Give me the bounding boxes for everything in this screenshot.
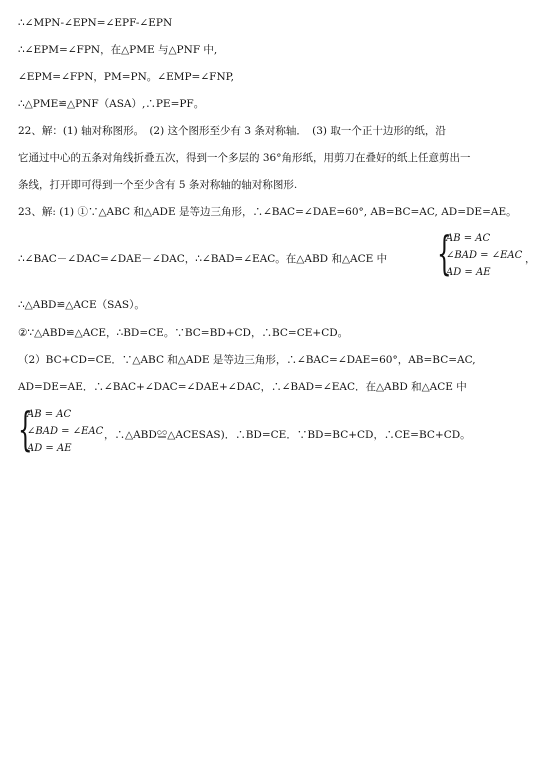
- system-1-comma: ，: [525, 253, 536, 265]
- text-line-5: 22、解：(1) 轴对称图形。 (2) 这个图形至少有 3 条对称轴． (3) 取一个正十边形的纸，沿: [18, 125, 446, 137]
- text-line-10: ∴△ABD≌△ACE（SAS）。: [18, 299, 145, 311]
- system-1-eq-3: AD = AE: [446, 267, 491, 278]
- text-line-13: AD=DE=AE．∴∠BAC+∠DAC=∠DAE+∠DAC，∴∠BAD=∠EAC．在△ABD 和△ACE 中: [18, 381, 467, 393]
- text-line-4: ∴△PME≌△PNF（ASA）,∴PE=PF。: [18, 98, 205, 110]
- equation-system-2: [18, 402, 118, 460]
- text-line-7: 条线，打开即可得到一个至少含有 5 条对称轴的轴对称图形.: [18, 179, 298, 191]
- system-1-eq-2: ∠BAD = ∠EAC: [446, 250, 523, 261]
- text-line-6: 它通过中心的五条对角线折叠五次，得到一个多层的 36°角形纸，用剪刀在叠好的纸上任意剪出一: [18, 152, 471, 164]
- equation-system-1: [437, 226, 537, 284]
- text-line-1: ∴∠MPN-∠EPN=∠EPF-∠EPN: [18, 17, 173, 29]
- text-line-12: （2）BC+CD=CE．∵△ABC 和△ADE 是等边三角形，∴∠BAC=∠DAE=60°，AB=BC=AC,: [18, 354, 476, 366]
- text-line-3: ∠EPM=∠FPN，PM=PN。∠EMP=∠FNP,: [18, 71, 234, 83]
- system-2-eq-3: AD = AE: [27, 443, 72, 454]
- text-line-14: ，∴△ABD≌△ACESAS)．∴BD=CE．∵BD=BC+CD，∴CE=BC+CD。: [104, 429, 471, 441]
- system-2-eq-1: AB = AC: [27, 409, 72, 420]
- text-line-11: ②∵△ABD≌△ACE，∴BD=CE。∵BC=BD+CD，∴BC=CE+CD。: [18, 327, 349, 339]
- text-line-9: ∴∠BAC－∠DAC=∠DAE－∠DAC，∴∠BAD=∠EAC。在△ABD 和△ACE 中: [18, 253, 388, 265]
- text-line-2: ∴∠EPM=∠FPN，在△PME 与△PNF 中,: [18, 44, 218, 56]
- text-line-8: 23、解: (1) ①∵△ABC 和△ADE 是等边三角形，∴∠BAC=∠DAE=60°, AB=BC=AC, AD=DE=AE。: [18, 206, 517, 218]
- system-1-eq-1: AB = AC: [446, 233, 491, 244]
- system-2-eq-2: ∠BAD = ∠EAC: [27, 426, 104, 437]
- brace-symbol: {: [437, 226, 452, 280]
- brace-symbol: {: [18, 402, 33, 456]
